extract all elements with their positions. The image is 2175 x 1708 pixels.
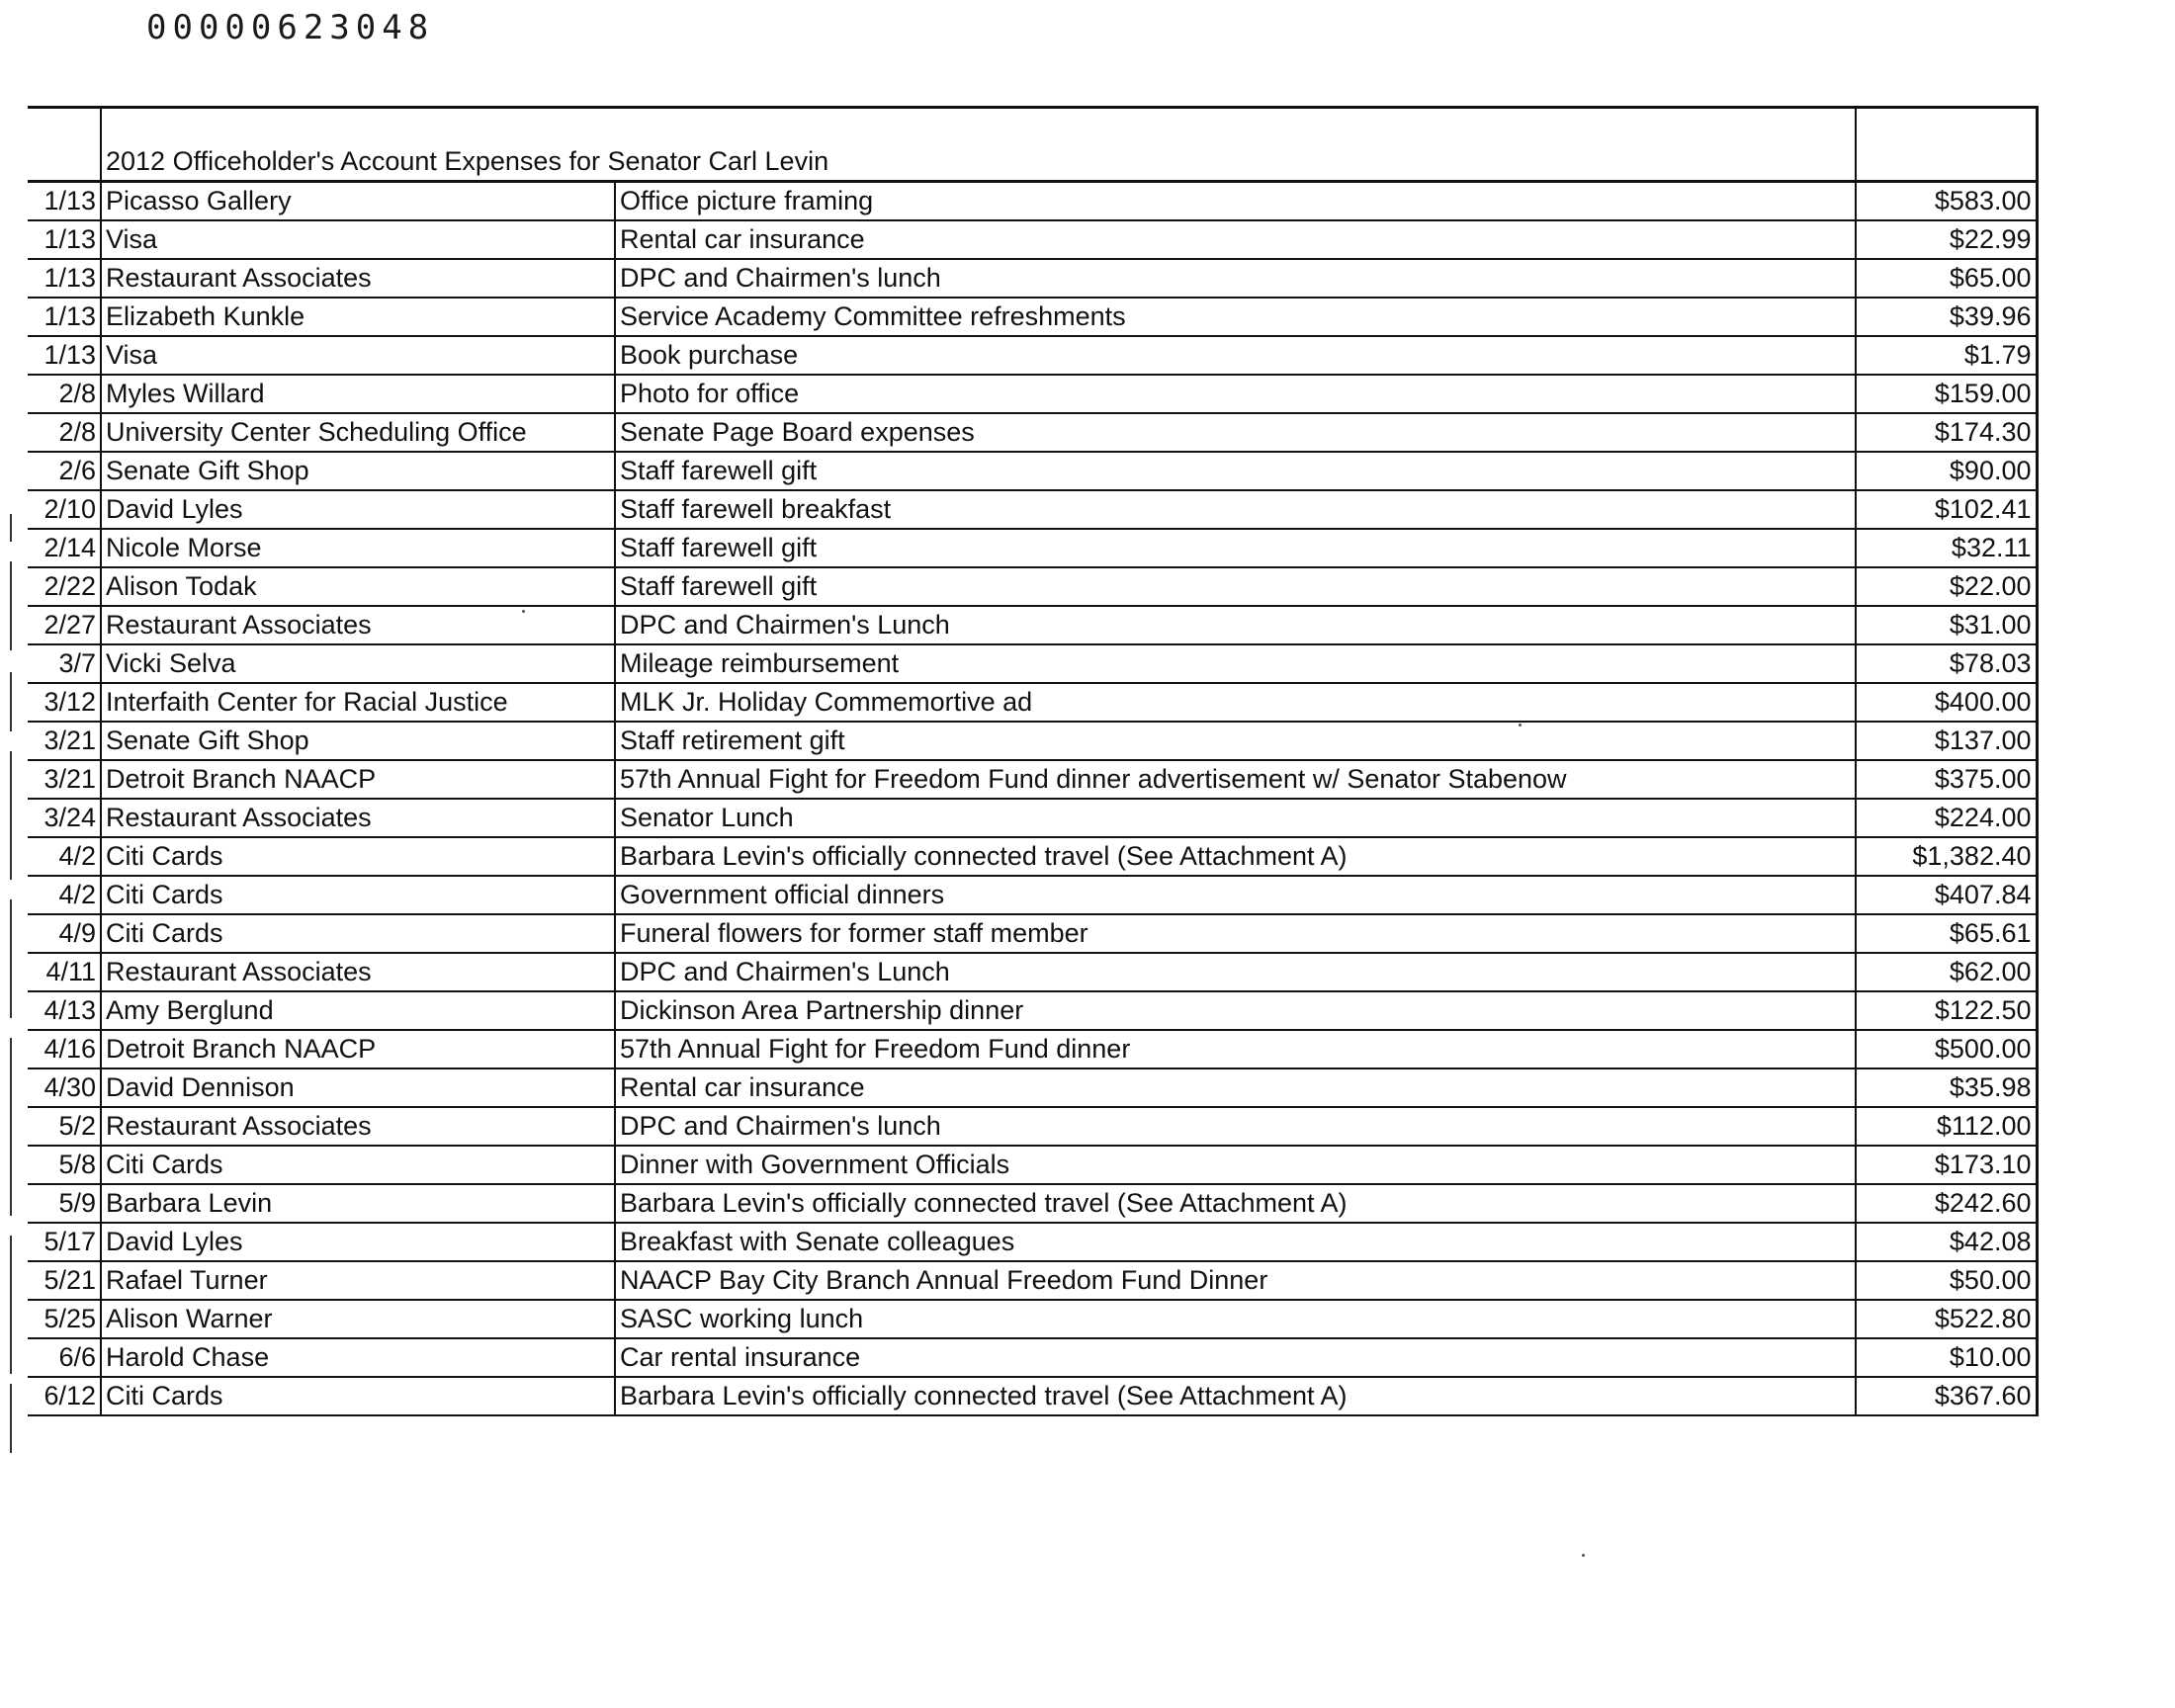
expense-date: 4/11 xyxy=(28,953,101,991)
expenses-table-body xyxy=(28,108,2037,1416)
expense-date: 4/30 xyxy=(28,1068,101,1107)
expense-amount: $22.00 xyxy=(1856,567,2037,606)
expense-purpose: Government official dinners xyxy=(615,876,1856,914)
table-row xyxy=(28,1261,2037,1300)
expense-purpose: Book purchase xyxy=(615,336,1856,375)
expense-purpose: Staff farewell gift xyxy=(615,452,1856,490)
expense-payee: Citi Cards xyxy=(101,914,615,953)
expense-purpose: DPC and Chairmen's Lunch xyxy=(615,953,1856,991)
expense-amount: $35.98 xyxy=(1856,1068,2037,1107)
table-row xyxy=(28,452,2037,490)
expense-date: 1/13 xyxy=(28,259,101,298)
expense-purpose: Funeral flowers for former staff member xyxy=(615,914,1856,953)
table-row xyxy=(28,1146,2037,1184)
title-row-blank-cell xyxy=(28,108,101,182)
expense-date: 5/9 xyxy=(28,1184,101,1223)
expense-payee: Citi Cards xyxy=(101,876,615,914)
expense-payee: Visa xyxy=(101,220,615,259)
expense-date: 5/17 xyxy=(28,1223,101,1261)
expense-purpose: SASC working lunch xyxy=(615,1300,1856,1338)
expense-payee: Vicki Selva xyxy=(101,644,615,683)
expense-date: 1/13 xyxy=(28,336,101,375)
expense-amount: $174.30 xyxy=(1856,413,2037,452)
expense-amount: $39.96 xyxy=(1856,298,2037,336)
expense-amount: $42.08 xyxy=(1856,1223,2037,1261)
expense-payee: Citi Cards xyxy=(101,1377,615,1415)
table-row xyxy=(28,1107,2037,1146)
expense-amount: $407.84 xyxy=(1856,876,2037,914)
expense-amount: $65.61 xyxy=(1856,914,2037,953)
expense-amount: $50.00 xyxy=(1856,1261,2037,1300)
expense-date: 2/8 xyxy=(28,375,101,413)
expense-purpose: Mileage reimbursement xyxy=(615,644,1856,683)
expense-date: 2/6 xyxy=(28,452,101,490)
expense-date: 3/21 xyxy=(28,760,101,799)
table-row xyxy=(28,375,2037,413)
expense-purpose: MLK Jr. Holiday Commemortive ad xyxy=(615,683,1856,722)
table-row xyxy=(28,760,2037,799)
expense-date: 4/13 xyxy=(28,991,101,1030)
scan-speck xyxy=(1582,1554,1585,1557)
expense-purpose: NAACP Bay City Branch Annual Freedom Fund Dinner xyxy=(615,1261,1856,1300)
expense-purpose: Staff farewell gift xyxy=(615,529,1856,567)
expense-purpose: Dinner with Government Officials xyxy=(615,1146,1856,1184)
expense-amount: $1,382.40 xyxy=(1856,837,2037,876)
expense-date: 5/25 xyxy=(28,1300,101,1338)
document-control-number: 00000623048 xyxy=(146,8,435,47)
scan-margin-marks xyxy=(10,514,13,1463)
expense-amount: $10.00 xyxy=(1856,1338,2037,1377)
expense-date: 1/13 xyxy=(28,220,101,259)
expense-amount: $31.00 xyxy=(1856,606,2037,644)
expense-payee: David Lyles xyxy=(101,490,615,529)
expense-purpose: Staff retirement gift xyxy=(615,722,1856,760)
expense-payee: Restaurant Associates xyxy=(101,799,615,837)
table-row xyxy=(28,529,2037,567)
table-row xyxy=(28,490,2037,529)
table-row xyxy=(28,298,2037,336)
expense-purpose: DPC and Chairmen's Lunch xyxy=(615,606,1856,644)
expense-amount: $62.00 xyxy=(1856,953,2037,991)
expenses-table xyxy=(28,106,2039,1416)
expense-payee: Detroit Branch NAACP xyxy=(101,760,615,799)
expense-payee: Detroit Branch NAACP xyxy=(101,1030,615,1068)
expense-payee: David Lyles xyxy=(101,1223,615,1261)
expense-date: 4/9 xyxy=(28,914,101,953)
expense-payee: University Center Scheduling Office xyxy=(101,413,615,452)
expense-payee: Senate Gift Shop xyxy=(101,722,615,760)
expense-payee: Restaurant Associates xyxy=(101,606,615,644)
expense-date: 5/21 xyxy=(28,1261,101,1300)
expense-purpose: Rental car insurance xyxy=(615,220,1856,259)
expense-purpose: Breakfast with Senate colleagues xyxy=(615,1223,1856,1261)
table-row xyxy=(28,722,2037,760)
table-row xyxy=(28,336,2037,375)
expense-amount: $224.00 xyxy=(1856,799,2037,837)
expense-date: 3/21 xyxy=(28,722,101,760)
expense-payee: Barbara Levin xyxy=(101,1184,615,1223)
expense-payee: Myles Willard xyxy=(101,375,615,413)
table-row xyxy=(28,1223,2037,1261)
table-row xyxy=(28,259,2037,298)
expense-date: 3/24 xyxy=(28,799,101,837)
expense-date: 2/10 xyxy=(28,490,101,529)
table-row xyxy=(28,1184,2037,1223)
expense-date: 2/14 xyxy=(28,529,101,567)
table-row xyxy=(28,953,2037,991)
page-title: 2012 Officeholder's Account Expenses for Senator Carl Levin xyxy=(101,108,1856,182)
expense-purpose: 57th Annual Fight for Freedom Fund dinner advertisement w/ Senator Stabenow xyxy=(615,760,1856,799)
table-row xyxy=(28,799,2037,837)
expense-date: 2/22 xyxy=(28,567,101,606)
expense-date: 6/6 xyxy=(28,1338,101,1377)
expense-date: 1/13 xyxy=(28,298,101,336)
table-row xyxy=(28,644,2037,683)
table-row xyxy=(28,837,2037,876)
expense-purpose: Dickinson Area Partnership dinner xyxy=(615,991,1856,1030)
expense-purpose: Car rental insurance xyxy=(615,1338,1856,1377)
expense-amount: $22.99 xyxy=(1856,220,2037,259)
expense-amount: $112.00 xyxy=(1856,1107,2037,1146)
expense-payee: Elizabeth Kunkle xyxy=(101,298,615,336)
table-row xyxy=(28,413,2037,452)
table-row xyxy=(28,567,2037,606)
table-row xyxy=(28,1338,2037,1377)
table-row xyxy=(28,876,2037,914)
table-title-row xyxy=(28,108,2037,182)
expense-purpose: Staff farewell gift xyxy=(615,567,1856,606)
expense-payee: Interfaith Center for Racial Justice xyxy=(101,683,615,722)
expense-purpose: Photo for office xyxy=(615,375,1856,413)
expense-amount: $65.00 xyxy=(1856,259,2037,298)
table-row xyxy=(28,1068,2037,1107)
expense-date: 2/8 xyxy=(28,413,101,452)
expense-amount: $173.10 xyxy=(1856,1146,2037,1184)
expense-amount: $367.60 xyxy=(1856,1377,2037,1415)
table-row xyxy=(28,182,2037,221)
expense-payee: Harold Chase xyxy=(101,1338,615,1377)
table-row xyxy=(28,1377,2037,1415)
expense-amount: $1.79 xyxy=(1856,336,2037,375)
expense-date: 3/7 xyxy=(28,644,101,683)
expense-date: 5/8 xyxy=(28,1146,101,1184)
expense-purpose: Staff farewell breakfast xyxy=(615,490,1856,529)
expense-amount: $242.60 xyxy=(1856,1184,2037,1223)
expense-purpose: DPC and Chairmen's lunch xyxy=(615,1107,1856,1146)
expense-payee: Restaurant Associates xyxy=(101,1107,615,1146)
expense-payee: Picasso Gallery xyxy=(101,182,615,221)
expense-payee: Restaurant Associates xyxy=(101,259,615,298)
expense-amount: $400.00 xyxy=(1856,683,2037,722)
expense-amount: $122.50 xyxy=(1856,991,2037,1030)
expense-amount: $159.00 xyxy=(1856,375,2037,413)
expense-amount: $32.11 xyxy=(1856,529,2037,567)
table-row xyxy=(28,606,2037,644)
table-row xyxy=(28,1030,2037,1068)
expense-amount: $137.00 xyxy=(1856,722,2037,760)
expense-purpose: 57th Annual Fight for Freedom Fund dinner xyxy=(615,1030,1856,1068)
expense-purpose: Senator Lunch xyxy=(615,799,1856,837)
title-row-amount-cell xyxy=(1856,108,2037,182)
table-row xyxy=(28,991,2037,1030)
expense-purpose: Senate Page Board expenses xyxy=(615,413,1856,452)
expense-purpose: Barbara Levin's officially connected travel (See Attachment A) xyxy=(615,1377,1856,1415)
expense-amount: $78.03 xyxy=(1856,644,2037,683)
expense-amount: $522.80 xyxy=(1856,1300,2037,1338)
expense-payee: Alison Warner xyxy=(101,1300,615,1338)
expense-payee: Citi Cards xyxy=(101,837,615,876)
expense-payee: Rafael Turner xyxy=(101,1261,615,1300)
expense-payee: Restaurant Associates xyxy=(101,953,615,991)
expense-amount: $500.00 xyxy=(1856,1030,2037,1068)
table-row xyxy=(28,1300,2037,1338)
table-row xyxy=(28,220,2037,259)
expense-date: 4/2 xyxy=(28,837,101,876)
expense-purpose: Office picture framing xyxy=(615,182,1856,221)
expense-date: 4/16 xyxy=(28,1030,101,1068)
expense-payee: David Dennison xyxy=(101,1068,615,1107)
expense-payee: Nicole Morse xyxy=(101,529,615,567)
expense-purpose: Barbara Levin's officially connected travel (See Attachment A) xyxy=(615,837,1856,876)
expense-purpose: DPC and Chairmen's lunch xyxy=(615,259,1856,298)
expense-date: 1/13 xyxy=(28,182,101,221)
table-row xyxy=(28,683,2037,722)
expense-date: 5/2 xyxy=(28,1107,101,1146)
expense-date: 2/27 xyxy=(28,606,101,644)
expense-amount: $375.00 xyxy=(1856,760,2037,799)
expense-date: 3/12 xyxy=(28,683,101,722)
expense-amount: $583.00 xyxy=(1856,182,2037,221)
expense-payee: Alison Todak xyxy=(101,567,615,606)
expense-purpose: Service Academy Committee refreshments xyxy=(615,298,1856,336)
expense-amount: $102.41 xyxy=(1856,490,2037,529)
expense-purpose: Rental car insurance xyxy=(615,1068,1856,1107)
expense-amount: $90.00 xyxy=(1856,452,2037,490)
expense-payee: Citi Cards xyxy=(101,1146,615,1184)
expense-payee: Senate Gift Shop xyxy=(101,452,615,490)
expense-purpose: Barbara Levin's officially connected travel (See Attachment A) xyxy=(615,1184,1856,1223)
expense-payee: Amy Berglund xyxy=(101,991,615,1030)
expense-date: 4/2 xyxy=(28,876,101,914)
table-row xyxy=(28,914,2037,953)
expense-payee: Visa xyxy=(101,336,615,375)
expense-date: 6/12 xyxy=(28,1377,101,1415)
